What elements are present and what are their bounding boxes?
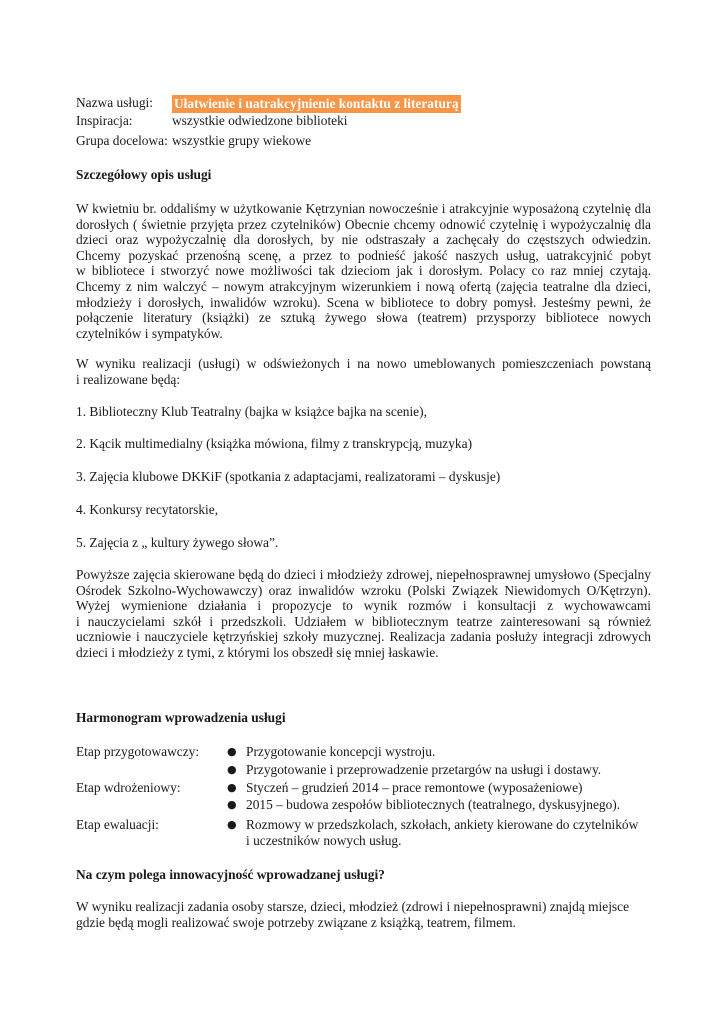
list-item: 3. Zajęcia klubowe DKKiF (spotkania z adaptacjami, realizatorami – dyskusje)	[76, 469, 501, 484]
service-name-row	[76, 95, 459, 111]
description-paragraph-2	[76, 356, 651, 387]
stage-bullet: 2015 – budowa zespołów bibliotecznych (teatralnego, dyskusyjnego).	[246, 797, 621, 812]
paragraph-line: i realizowane będą:	[76, 371, 181, 387]
paragraph-line: gdzie będą mogli realizować swoje potrzeby związane z książką, teatrem, filmem.	[76, 914, 516, 930]
paragraph-line: W kwietniu br. oddaliśmy w użytkowanie Kętrzynian nowocześnie i atrakcyjnie wyposażoną czytelnię dla	[76, 201, 651, 216]
list-item: 2. Kącik multimedialny (książka mówiona, filmy z transkrypcją, muzyka)	[76, 436, 473, 451]
paragraph-line: czytelników i sympatyków.	[76, 325, 223, 341]
paragraph-line: połączenie literatury (książki) ze sztuką żywego słowa (teatrem) przysporzy bibliotece nowych	[76, 310, 651, 326]
innovation-heading: Na czym polega innowacyjność wprowadzanej usługi?	[76, 867, 385, 882]
paragraph-line: Wyżej wymienione działania i propozycje to wynik rozmów i konsultacji z wychowawcami	[76, 598, 651, 614]
target-group-label: Grupa docelowa:	[76, 133, 168, 148]
paragraph-line: młodzieży i dorosłych, inwalidów wzroku). Scena w bibliotece to dobry pomysł. Jesteśmy pewni, że	[76, 294, 651, 310]
list-item: 4. Konkursy recytatorskie,	[76, 502, 219, 517]
stage-label: Etap wdrożeniowy:	[76, 780, 181, 795]
service-name-value: Ułatwienie i uatrakcyjnienie kontaktu z literaturą	[174, 96, 459, 111]
description-paragraph-3	[76, 567, 651, 661]
bullet-icon: ●	[227, 781, 237, 794]
service-name-label: Nazwa usługi:	[76, 95, 153, 110]
inspiration-row	[76, 113, 348, 129]
stage-label: Etap przygotowawczy:	[76, 744, 200, 759]
inspiration-value: wszystkie odwiedzone biblioteki	[172, 113, 348, 128]
inspiration-label: Inspiracja:	[76, 113, 133, 128]
stage-bullet: Styczeń – grudzień 2014 – prace remontowe (wyposażeniowe)	[246, 780, 583, 795]
stage-bullet-continuation: i uczestników nowych usług.	[246, 833, 402, 848]
paragraph-line: W wyniku realizacji (usługi) w odświeżonych i na nowo umeblowanych pomieszczeniach powstaną	[76, 356, 651, 371]
list-item: 5. Zajęcia z „ kultury żywego słowa”.	[76, 535, 279, 550]
stage-bullet: Rozmowy w przedszkolach, szkołach, ankiety kierowane do czytelników	[246, 817, 639, 832]
bullet-icon: ●	[227, 818, 237, 831]
paragraph-line: w bibliotece i stworzyć nowe możliwości tak dzieciom jak i dorosłym. Polacy co raz mniej czytają.	[76, 263, 651, 279]
bullet-icon: ●	[227, 745, 237, 758]
schedule-heading: Harmonogram wprowadzenia usługi	[76, 710, 286, 725]
paragraph-line: uczniowie i nauczyciele kętrzyńskiej szkoły muzycznej. Realizacja zadania posłuży integracji zdrowych	[76, 629, 651, 645]
target-group-row	[76, 133, 312, 149]
innovation-paragraph	[76, 899, 651, 930]
paragraph-line: Chcemy z nim walczyć – nowym atrakcyjnym wizerunkiem i nową ofertą (zajęcia teatralne dla dzieci,	[76, 278, 651, 294]
paragraph-line: Chcemy pozyskać przenośną scenę, a przez to podnieść jakość naszych usług, uatrakcyjnić pobyt	[76, 247, 651, 263]
bullet-icon: ●	[227, 763, 237, 776]
paragraph-line: W wyniku realizacji zadania osoby starsze, dzieci, młodzież (zdrowi i niepełnosprawni) znajdą miejsce	[76, 899, 630, 914]
target-group-value: wszystkie grupy wiekowe	[172, 133, 312, 148]
paragraph-line: Ośrodek Szkolno-Wychowawczy) oraz inwalidów wzroku (Polski Związek Niewidomych O/Kętrzyn).	[76, 582, 651, 598]
stage-label: Etap ewaluacji:	[76, 817, 159, 832]
paragraph-line: Powyższe zajęcia skierowane będą do dzieci i młodzieży zdrowej, niepełnosprawnej umysłowo (Specjalny	[76, 567, 651, 582]
bullet-icon: ●	[227, 798, 237, 811]
paragraph-line: dzieci oraz wypożyczalnię dla dorosłych, by nie odstraszały a zachęcały do częstszych odwiedzin.	[76, 232, 651, 248]
description-paragraph-1	[76, 201, 651, 341]
paragraph-line: i nauczycielami szkół i przedszkoli. Udziałem w bibliotecznym teatrze zainteresowani są również	[76, 613, 651, 629]
list-item: 1. Biblioteczny Klub Teatralny (bajka w książce bajka na scenie),	[76, 404, 427, 419]
stage-bullet: Przygotowanie koncepcji wystroju.	[246, 744, 436, 759]
paragraph-line: dorosłych ( świetnie przyjęta przez czytelników) Obecnie chcemy odnowić czytelnię i wypożyczalnię dla	[76, 216, 651, 232]
stage-bullet: Przygotowanie i przeprowadzenie przetargów na usługi i dostawy.	[246, 762, 602, 777]
paragraph-line: dzieci i młodzieży z tymi, z którymi los obszedł się mniej łaskawie.	[76, 644, 439, 660]
description-heading: Szczegółowy opis usługi	[76, 167, 212, 182]
